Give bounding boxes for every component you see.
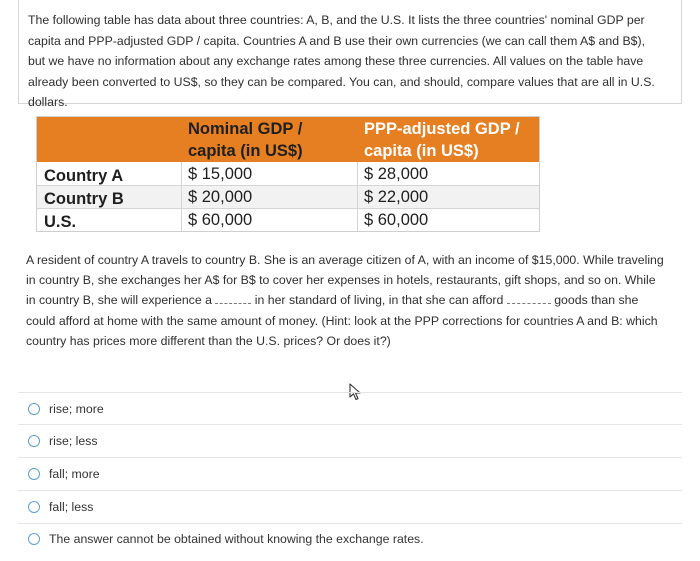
answer-blank-2 (507, 293, 551, 304)
option-divider (18, 523, 682, 524)
cell-nominal-us: $ 60,000 (188, 211, 253, 229)
header-nominal (188, 118, 303, 162)
intro-text: The following table has data about three countries: A, B, and the U.S. It lists the three countries' nominal GDP per capita and PPP-adjusted GDP / capita. Countries A and B use their own currencies (we can call them A$ and B$), but we have no information about any exchange rates among these three currencies. All values on the table have already been converted to US$, so they can be compared. You can, and should, compare values that are all in U.S. dollars. (28, 13, 655, 109)
col-divider (181, 162, 182, 231)
row-label-country-b: Country B (44, 190, 124, 208)
question-part2: in her standard of living, in that she can afford (254, 293, 504, 308)
option-label: The answer cannot be obtained without knowing the exchange rates. (49, 532, 424, 546)
option-divider (18, 392, 682, 393)
option-cannot-determine[interactable] (28, 532, 424, 546)
header-ppp-line2: capita (in US$) (364, 142, 479, 160)
option-divider (18, 424, 682, 425)
gdp-table (36, 116, 540, 232)
cell-nominal-a: $ 15,000 (188, 165, 253, 183)
header-nominal-line1: Nominal GDP / (188, 120, 303, 138)
header-ppp (364, 118, 520, 162)
cell-ppp-b: $ 22,000 (364, 188, 429, 206)
table-row (37, 208, 539, 231)
header-ppp-line1: PPP-adjusted GDP / (364, 120, 520, 138)
question-text (26, 250, 666, 351)
option-label: fall; less (49, 500, 94, 514)
answer-blank-1 (215, 293, 251, 304)
radio-button[interactable] (28, 533, 40, 545)
option-label: rise; more (49, 402, 104, 416)
option-label: fall; more (49, 467, 100, 481)
radio-button[interactable] (28, 468, 40, 480)
option-label: rise; less (49, 434, 98, 448)
header-nominal-line2: capita (in US$) (188, 142, 303, 160)
option-divider (18, 457, 682, 458)
option-divider (18, 490, 682, 491)
row-label-us: U.S. (44, 213, 77, 231)
radio-button[interactable] (28, 435, 40, 447)
row-label-country-a: Country A (44, 167, 124, 185)
question-part1: A resident of country A travels to country B. She is an average citizen of A, with an income of $15,000. While traveling in country B, she exchanges her A$ for B$ to cover her expenses in hotels, restaurants, gift shops, and so on. While in country B, she will experience a (26, 253, 664, 308)
radio-button[interactable] (28, 403, 40, 415)
cell-ppp-us: $ 60,000 (364, 211, 429, 229)
cell-ppp-a: $ 28,000 (364, 165, 429, 183)
col-divider (357, 162, 358, 231)
option-fall-less[interactable] (28, 500, 93, 514)
radio-button[interactable] (28, 501, 40, 513)
option-fall-more[interactable] (28, 467, 100, 481)
option-rise-more[interactable] (28, 402, 104, 416)
option-rise-less[interactable] (28, 434, 98, 448)
cell-nominal-b: $ 20,000 (188, 188, 253, 206)
question-part3: goods than she could afford at home with the same amount of money. (Hint: look at the PPP corrections for countries A and B: which country has prices more different than the U.S. prices? Or does it?) (26, 293, 658, 348)
